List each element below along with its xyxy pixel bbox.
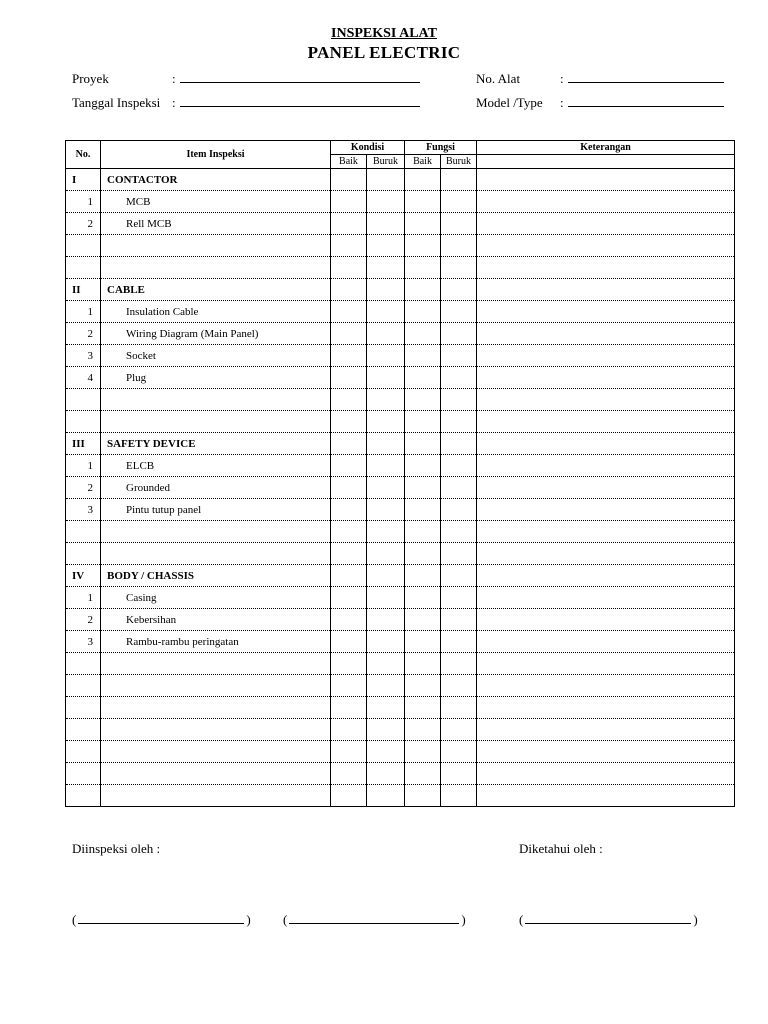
fungsi-buruk-cell[interactable] bbox=[441, 169, 477, 191]
signature-line[interactable] bbox=[289, 913, 459, 924]
fungsi-buruk-cell[interactable] bbox=[441, 675, 477, 697]
kondisi-baik-header: Baik bbox=[331, 155, 367, 169]
tanggal-inspeksi-field[interactable] bbox=[72, 95, 420, 111]
item-name bbox=[101, 235, 331, 257]
row-number: 4 bbox=[66, 367, 101, 389]
keterangan-cell[interactable] bbox=[477, 191, 735, 213]
table-row bbox=[66, 785, 735, 807]
row-number: 3 bbox=[66, 345, 101, 367]
item-name bbox=[101, 697, 331, 719]
item-name bbox=[101, 521, 331, 543]
item-name: Rambu-rambu peringatan bbox=[101, 631, 331, 653]
fungsi-buruk-cell[interactable] bbox=[441, 741, 477, 763]
model-type-line[interactable] bbox=[568, 95, 724, 107]
fungsi-buruk-cell[interactable] bbox=[441, 411, 477, 433]
item-name: MCB bbox=[101, 191, 331, 213]
fungsi-baik-cell[interactable] bbox=[405, 697, 441, 719]
kondisi-buruk-cell[interactable] bbox=[367, 499, 405, 521]
item-name: Grounded bbox=[101, 477, 331, 499]
fungsi-baik-cell[interactable] bbox=[405, 631, 441, 653]
keterangan-cell[interactable] bbox=[477, 741, 735, 763]
kondisi-buruk-cell[interactable] bbox=[367, 719, 405, 741]
fungsi-buruk-cell[interactable] bbox=[441, 257, 477, 279]
table-row bbox=[66, 543, 735, 565]
fungsi-baik-cell[interactable] bbox=[405, 675, 441, 697]
row-number: 2 bbox=[66, 477, 101, 499]
item-name: Insulation Cable bbox=[101, 301, 331, 323]
item-name bbox=[101, 719, 331, 741]
fungsi-baik-cell[interactable] bbox=[405, 653, 441, 675]
fungsi-baik-cell[interactable] bbox=[405, 719, 441, 741]
fungsi-baik-cell[interactable] bbox=[405, 345, 441, 367]
fungsi-baik-cell[interactable] bbox=[405, 389, 441, 411]
open-paren: ( bbox=[72, 912, 77, 927]
row-number: 3 bbox=[66, 499, 101, 521]
fungsi-baik-cell[interactable] bbox=[405, 741, 441, 763]
fungsi-baik-cell[interactable] bbox=[405, 587, 441, 609]
row-number bbox=[66, 235, 101, 257]
table-row bbox=[66, 741, 735, 763]
kondisi-buruk-cell[interactable] bbox=[367, 521, 405, 543]
open-paren: ( bbox=[519, 912, 524, 927]
document-title: INSPEKSI ALAT bbox=[331, 26, 437, 41]
section-row bbox=[66, 433, 735, 455]
fungsi-baik-cell[interactable] bbox=[405, 477, 441, 499]
keterangan-cell[interactable] bbox=[477, 169, 735, 191]
row-number bbox=[66, 697, 101, 719]
diketahui-label: Diketahui oleh : bbox=[519, 841, 603, 856]
keterangan-cell[interactable] bbox=[477, 675, 735, 697]
kondisi-buruk-cell[interactable] bbox=[367, 433, 405, 455]
table-row bbox=[66, 213, 735, 235]
tanggal-inspeksi-line[interactable] bbox=[180, 95, 420, 107]
fungsi-buruk-cell[interactable] bbox=[441, 631, 477, 653]
fungsi-baik-header: Baik bbox=[405, 155, 441, 169]
keterangan-cell[interactable] bbox=[477, 323, 735, 345]
kondisi-buruk-cell[interactable] bbox=[367, 301, 405, 323]
fungsi-buruk-cell[interactable] bbox=[441, 763, 477, 785]
kondisi-baik-cell[interactable] bbox=[331, 763, 367, 785]
kondisi-buruk-cell[interactable] bbox=[367, 169, 405, 191]
keterangan-cell[interactable] bbox=[477, 697, 735, 719]
item-name bbox=[101, 411, 331, 433]
row-number bbox=[66, 785, 101, 807]
fungsi-baik-cell[interactable] bbox=[405, 763, 441, 785]
fungsi-buruk-cell[interactable] bbox=[441, 345, 477, 367]
kondisi-baik-cell[interactable] bbox=[331, 433, 367, 455]
kondisi-baik-cell[interactable] bbox=[331, 499, 367, 521]
fungsi-buruk-header: Buruk bbox=[441, 155, 477, 169]
open-paren: ( bbox=[283, 912, 288, 927]
fungsi-buruk-cell[interactable] bbox=[441, 543, 477, 565]
keterangan-cell[interactable] bbox=[477, 521, 735, 543]
fungsi-baik-cell[interactable] bbox=[405, 543, 441, 565]
close-paren: ) bbox=[693, 912, 698, 927]
row-number: II bbox=[66, 279, 101, 301]
fungsi-buruk-cell[interactable] bbox=[441, 587, 477, 609]
section-row bbox=[66, 169, 735, 191]
fungsi-baik-cell[interactable] bbox=[405, 367, 441, 389]
kondisi-baik-cell[interactable] bbox=[331, 169, 367, 191]
item-name: Rell MCB bbox=[101, 213, 331, 235]
row-number: 2 bbox=[66, 323, 101, 345]
signature-line[interactable] bbox=[525, 913, 691, 924]
fungsi-buruk-cell[interactable] bbox=[441, 719, 477, 741]
proyek-colon: : bbox=[172, 71, 176, 86]
kondisi-baik-cell[interactable] bbox=[331, 565, 367, 587]
model-colon: : bbox=[560, 95, 564, 110]
keterangan-cell[interactable] bbox=[477, 235, 735, 257]
kondisi-baik-cell[interactable] bbox=[331, 697, 367, 719]
item-name: Pintu tutup panel bbox=[101, 499, 331, 521]
keterangan-cell[interactable] bbox=[477, 543, 735, 565]
item-name: ELCB bbox=[101, 455, 331, 477]
kondisi-baik-cell[interactable] bbox=[331, 741, 367, 763]
keterangan-cell[interactable] bbox=[477, 587, 735, 609]
kondisi-baik-cell[interactable] bbox=[331, 785, 367, 807]
fungsi-baik-cell[interactable] bbox=[405, 455, 441, 477]
row-number: 1 bbox=[66, 191, 101, 213]
kondisi-baik-cell[interactable] bbox=[331, 367, 367, 389]
kondisi-buruk-cell[interactable] bbox=[367, 565, 405, 587]
kondisi-baik-cell[interactable] bbox=[331, 279, 367, 301]
kondisi-buruk-cell[interactable] bbox=[367, 191, 405, 213]
row-number bbox=[66, 389, 101, 411]
kondisi-buruk-cell[interactable] bbox=[367, 631, 405, 653]
section-title: CABLE bbox=[101, 279, 331, 301]
kondisi-baik-cell[interactable] bbox=[331, 477, 367, 499]
close-paren: ) bbox=[461, 912, 466, 927]
table-row bbox=[66, 719, 735, 741]
kondisi-buruk-cell[interactable] bbox=[367, 213, 405, 235]
keterangan-cell[interactable] bbox=[477, 653, 735, 675]
fungsi-buruk-cell[interactable] bbox=[441, 609, 477, 631]
fungsi-baik-cell[interactable] bbox=[405, 411, 441, 433]
item-name: Kebersihan bbox=[101, 609, 331, 631]
row-number: IV bbox=[66, 565, 101, 587]
fungsi-buruk-cell[interactable] bbox=[441, 323, 477, 345]
kondisi-baik-cell[interactable] bbox=[331, 191, 367, 213]
kondisi-buruk-cell[interactable] bbox=[367, 785, 405, 807]
tanggal-inspeksi-label: Tanggal Inspeksi bbox=[72, 95, 161, 110]
fungsi-baik-cell[interactable] bbox=[405, 213, 441, 235]
kondisi-buruk-cell[interactable] bbox=[367, 257, 405, 279]
kondisi-baik-cell[interactable] bbox=[331, 587, 367, 609]
table-row bbox=[66, 301, 735, 323]
fungsi-buruk-cell[interactable] bbox=[441, 367, 477, 389]
keterangan-cell[interactable] bbox=[477, 301, 735, 323]
proyek-line[interactable] bbox=[180, 71, 420, 83]
fungsi-baik-cell[interactable] bbox=[405, 257, 441, 279]
keterangan-cell[interactable] bbox=[477, 389, 735, 411]
row-number: 1 bbox=[66, 587, 101, 609]
keterangan-cell[interactable] bbox=[477, 631, 735, 653]
row-number bbox=[66, 521, 101, 543]
kondisi-baik-cell[interactable] bbox=[331, 389, 367, 411]
table-row bbox=[66, 675, 735, 697]
col-header-keterangan: Keterangan bbox=[477, 141, 735, 155]
fungsi-buruk-cell[interactable] bbox=[441, 477, 477, 499]
keterangan-cell[interactable] bbox=[477, 345, 735, 367]
item-name bbox=[101, 257, 331, 279]
kondisi-buruk-cell[interactable] bbox=[367, 279, 405, 301]
fungsi-buruk-cell[interactable] bbox=[441, 235, 477, 257]
tanggal-colon: : bbox=[172, 95, 176, 110]
kondisi-baik-cell[interactable] bbox=[331, 521, 367, 543]
kondisi-baik-cell[interactable] bbox=[331, 675, 367, 697]
fungsi-baik-cell[interactable] bbox=[405, 499, 441, 521]
no-alat-label: No. Alat bbox=[476, 71, 521, 86]
keterangan-cell[interactable] bbox=[477, 499, 735, 521]
fungsi-baik-cell[interactable] bbox=[405, 301, 441, 323]
row-number bbox=[66, 411, 101, 433]
table-row bbox=[66, 631, 735, 653]
table-row bbox=[66, 389, 735, 411]
fungsi-buruk-cell[interactable] bbox=[441, 389, 477, 411]
table-row bbox=[66, 191, 735, 213]
item-name bbox=[101, 741, 331, 763]
item-name bbox=[101, 543, 331, 565]
fungsi-baik-cell[interactable] bbox=[405, 785, 441, 807]
table-row bbox=[66, 609, 735, 631]
keterangan-cell[interactable] bbox=[477, 411, 735, 433]
document-subtitle: PANEL ELECTRIC bbox=[307, 43, 461, 62]
table-row bbox=[66, 455, 735, 477]
table-row bbox=[66, 323, 735, 345]
close-paren: ) bbox=[246, 912, 251, 927]
diinspeksi-label: Diinspeksi oleh : bbox=[72, 841, 161, 856]
fungsi-baik-cell[interactable] bbox=[405, 565, 441, 587]
no-alat-colon: : bbox=[560, 71, 564, 86]
inspection-table-body bbox=[66, 169, 735, 807]
kondisi-baik-cell[interactable] bbox=[331, 257, 367, 279]
kondisi-buruk-cell[interactable] bbox=[367, 477, 405, 499]
keterangan-sub-header bbox=[477, 155, 735, 169]
row-number: 1 bbox=[66, 455, 101, 477]
item-name: Socket bbox=[101, 345, 331, 367]
item-name bbox=[101, 763, 331, 785]
item-name: Wiring Diagram (Main Panel) bbox=[101, 323, 331, 345]
fungsi-buruk-cell[interactable] bbox=[441, 697, 477, 719]
keterangan-cell[interactable] bbox=[477, 279, 735, 301]
keterangan-cell[interactable] bbox=[477, 609, 735, 631]
table-row bbox=[66, 477, 735, 499]
model-type-label: Model /Type bbox=[476, 95, 543, 110]
section-title: CONTACTOR bbox=[101, 169, 331, 191]
kondisi-baik-cell[interactable] bbox=[331, 235, 367, 257]
row-number: 2 bbox=[66, 609, 101, 631]
kondisi-buruk-cell[interactable] bbox=[367, 367, 405, 389]
row-number: 2 bbox=[66, 213, 101, 235]
kondisi-baik-cell[interactable] bbox=[331, 543, 367, 565]
keterangan-cell[interactable] bbox=[477, 763, 735, 785]
table-row bbox=[66, 521, 735, 543]
item-name bbox=[101, 675, 331, 697]
fungsi-baik-cell[interactable] bbox=[405, 323, 441, 345]
kondisi-baik-cell[interactable] bbox=[331, 301, 367, 323]
row-number bbox=[66, 741, 101, 763]
section-row bbox=[66, 279, 735, 301]
table-row bbox=[66, 235, 735, 257]
fungsi-buruk-cell[interactable] bbox=[441, 191, 477, 213]
kondisi-buruk-cell[interactable] bbox=[367, 653, 405, 675]
fungsi-buruk-cell[interactable] bbox=[441, 521, 477, 543]
fungsi-baik-cell[interactable] bbox=[405, 235, 441, 257]
fungsi-buruk-cell[interactable] bbox=[441, 785, 477, 807]
kondisi-baik-cell[interactable] bbox=[331, 213, 367, 235]
kondisi-buruk-cell[interactable] bbox=[367, 587, 405, 609]
keterangan-cell[interactable] bbox=[477, 433, 735, 455]
kondisi-buruk-cell[interactable] bbox=[367, 235, 405, 257]
table-row bbox=[66, 257, 735, 279]
kondisi-baik-cell[interactable] bbox=[331, 455, 367, 477]
fungsi-buruk-cell[interactable] bbox=[441, 279, 477, 301]
keterangan-cell[interactable] bbox=[477, 455, 735, 477]
item-name: Plug bbox=[101, 367, 331, 389]
kondisi-baik-cell[interactable] bbox=[331, 609, 367, 631]
proyek-label: Proyek bbox=[72, 71, 109, 86]
signature-slot-approver[interactable] bbox=[519, 912, 698, 928]
inspection-table bbox=[65, 140, 735, 807]
section-row bbox=[66, 565, 735, 587]
fungsi-buruk-cell[interactable] bbox=[441, 213, 477, 235]
fungsi-baik-cell[interactable] bbox=[405, 169, 441, 191]
keterangan-cell[interactable] bbox=[477, 785, 735, 807]
row-number bbox=[66, 543, 101, 565]
keterangan-cell[interactable] bbox=[477, 213, 735, 235]
no-alat-field[interactable] bbox=[476, 71, 724, 87]
section-title: SAFETY DEVICE bbox=[101, 433, 331, 455]
kondisi-buruk-cell[interactable] bbox=[367, 345, 405, 367]
section-title: BODY / CHASSIS bbox=[101, 565, 331, 587]
kondisi-buruk-cell[interactable] bbox=[367, 323, 405, 345]
col-header-fungsi: Fungsi bbox=[405, 141, 477, 155]
row-number: 1 bbox=[66, 301, 101, 323]
no-alat-line[interactable] bbox=[568, 71, 724, 83]
row-number bbox=[66, 719, 101, 741]
kondisi-baik-cell[interactable] bbox=[331, 345, 367, 367]
table-row bbox=[66, 653, 735, 675]
kondisi-buruk-cell[interactable] bbox=[367, 543, 405, 565]
fungsi-buruk-cell[interactable] bbox=[441, 653, 477, 675]
kondisi-buruk-cell[interactable] bbox=[367, 675, 405, 697]
kondisi-buruk-cell[interactable] bbox=[367, 411, 405, 433]
kondisi-buruk-cell[interactable] bbox=[367, 697, 405, 719]
table-row bbox=[66, 345, 735, 367]
keterangan-cell[interactable] bbox=[477, 719, 735, 741]
keterangan-cell[interactable] bbox=[477, 477, 735, 499]
keterangan-cell[interactable] bbox=[477, 367, 735, 389]
keterangan-cell[interactable] bbox=[477, 565, 735, 587]
item-name bbox=[101, 785, 331, 807]
kondisi-buruk-header: Buruk bbox=[367, 155, 405, 169]
table-row bbox=[66, 411, 735, 433]
table-row bbox=[66, 763, 735, 785]
item-name bbox=[101, 653, 331, 675]
fungsi-buruk-cell[interactable] bbox=[441, 455, 477, 477]
item-name: Casing bbox=[101, 587, 331, 609]
kondisi-buruk-cell[interactable] bbox=[367, 741, 405, 763]
kondisi-buruk-cell[interactable] bbox=[367, 609, 405, 631]
fungsi-baik-cell[interactable] bbox=[405, 433, 441, 455]
kondisi-baik-cell[interactable] bbox=[331, 719, 367, 741]
model-type-field[interactable] bbox=[476, 95, 724, 111]
col-header-kondisi: Kondisi bbox=[331, 141, 405, 155]
table-row bbox=[66, 499, 735, 521]
signature-line[interactable] bbox=[78, 913, 244, 924]
row-number bbox=[66, 763, 101, 785]
row-number: III bbox=[66, 433, 101, 455]
kondisi-baik-cell[interactable] bbox=[331, 631, 367, 653]
fungsi-baik-cell[interactable] bbox=[405, 191, 441, 213]
fungsi-baik-cell[interactable] bbox=[405, 521, 441, 543]
row-number: I bbox=[66, 169, 101, 191]
kondisi-baik-cell[interactable] bbox=[331, 411, 367, 433]
signature-slot-inspector-1[interactable] bbox=[72, 912, 251, 928]
row-number bbox=[66, 257, 101, 279]
fungsi-buruk-cell[interactable] bbox=[441, 499, 477, 521]
kondisi-baik-cell[interactable] bbox=[331, 323, 367, 345]
fungsi-buruk-cell[interactable] bbox=[441, 433, 477, 455]
kondisi-buruk-cell[interactable] bbox=[367, 389, 405, 411]
table-row bbox=[66, 587, 735, 609]
item-name bbox=[101, 389, 331, 411]
proyek-field[interactable] bbox=[72, 71, 420, 87]
keterangan-cell[interactable] bbox=[477, 257, 735, 279]
row-number bbox=[66, 653, 101, 675]
kondisi-buruk-cell[interactable] bbox=[367, 455, 405, 477]
table-row bbox=[66, 697, 735, 719]
table-row bbox=[66, 367, 735, 389]
col-header-item: Item Inspeksi bbox=[101, 141, 331, 169]
fungsi-baik-cell[interactable] bbox=[405, 609, 441, 631]
signature-slot-inspector-2[interactable] bbox=[283, 912, 466, 928]
fungsi-baik-cell[interactable] bbox=[405, 279, 441, 301]
col-header-no: No. bbox=[66, 141, 101, 169]
fungsi-buruk-cell[interactable] bbox=[441, 565, 477, 587]
kondisi-buruk-cell[interactable] bbox=[367, 763, 405, 785]
fungsi-buruk-cell[interactable] bbox=[441, 301, 477, 323]
kondisi-baik-cell[interactable] bbox=[331, 653, 367, 675]
row-number: 3 bbox=[66, 631, 101, 653]
row-number bbox=[66, 675, 101, 697]
